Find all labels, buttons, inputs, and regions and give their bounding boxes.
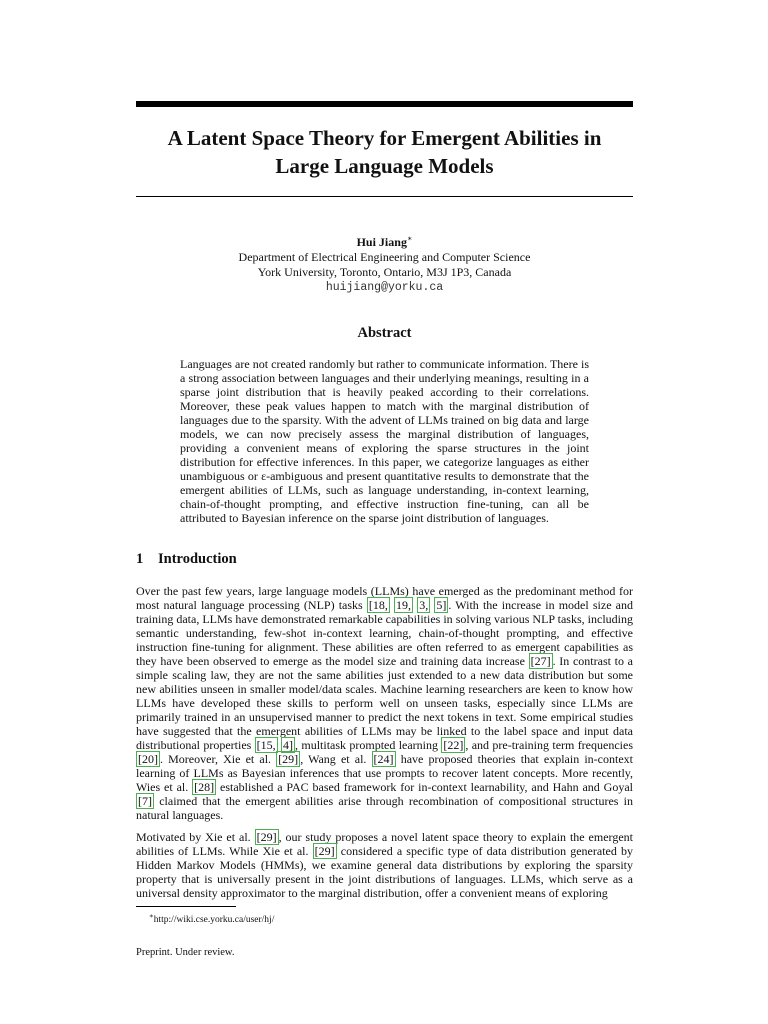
section-number: 1 bbox=[136, 551, 144, 567]
citation-link[interactable]: [20] bbox=[138, 752, 158, 766]
text-run: . In contrast to a simple scaling law, they are not the same abilities just extended to a new data distribution but some new abilities unseen in smaller model/data scales. Machine learning researchers are keen to know how LLMs have developed these skills to perform well on unseen tasks, especially since LLMs are primarily trained in an unsupervised manner to predict the next tokens in text. Some empirical studies have suggested that the emergent abilities of LLMs may be linked to the label space and input data distributional properties bbox=[136, 654, 633, 752]
section-heading bbox=[136, 551, 633, 568]
paper-page bbox=[136, 0, 633, 1024]
abstract-heading: Abstract bbox=[357, 325, 412, 341]
title-line-1: A Latent Space Theory for Emergent Abilities in bbox=[167, 126, 602, 150]
text-run: , our study proposes a novel latent space theory to explain the emergent abilities of LLMs. While Xie et al. bbox=[136, 830, 633, 858]
author-block bbox=[136, 231, 633, 295]
author-address: York University, Toronto, Ontario, M3J 1P3, Canada bbox=[257, 265, 512, 279]
citation-link[interactable]: 4] bbox=[283, 738, 294, 752]
title-line-2: Large Language Models bbox=[275, 154, 494, 178]
footnote-rule bbox=[136, 906, 236, 907]
citation-link[interactable]: [28] bbox=[194, 780, 215, 794]
intro-paragraph-1 bbox=[136, 584, 633, 822]
text-run: Over the past few years, large language models (LLMs) have emerged as the predominant method for most natural language processing (NLP) tasks bbox=[136, 584, 633, 612]
citation-link[interactable]: 5] bbox=[436, 598, 447, 612]
text-run: , multitask prompted learning bbox=[295, 738, 442, 752]
section-title: Introduction bbox=[158, 551, 237, 567]
paper-title bbox=[136, 124, 633, 180]
citation-link[interactable]: [22] bbox=[443, 738, 464, 752]
text-run: established a PAC based framework for in-context learnability, and Hahn and Goyal bbox=[216, 780, 633, 794]
author-department: Department of Electrical Engineering and Computer Science bbox=[238, 250, 531, 264]
citation-link[interactable]: 19, bbox=[396, 598, 412, 612]
text-run: have proposed theories that explain in-context learning of LLMs as Bayesian inferences that use prompts to recover latent concepts. More recently, Wies et al. bbox=[136, 752, 633, 794]
abstract-text: Languages are not created randomly but rather to communicate information. There is a strong association between languages and their underlying meanings, resulting in a sparse joint distribution that is heavily peaked according to their correlations. Moreover, these peak values happen to match with the marginal distribution of languages due to the sparsity. With the advent of LLMs trained on big data and large models, we can now precisely assess the marginal distribution of languages, providing a convenient means of exploring the sparse structures in the joint distribution for effective inferences. In this paper, we categorize languages as either unambiguous or ε-ambiguous and present quantitative results to demonstrate that the emergent abilities of LLMs, such as language understanding, in-context learning, chain-of-thought prompting, and effective instruction fine-tuning, can all be attributed to Bayesian inference on the sparse joint distribution of languages. bbox=[180, 357, 589, 525]
citation-link[interactable]: [18, bbox=[368, 598, 388, 612]
citation-link[interactable]: [29] bbox=[278, 752, 299, 766]
text-run: , and pre-training term frequencies bbox=[465, 738, 633, 752]
top-rule bbox=[136, 101, 633, 107]
citation-link[interactable]: [15, bbox=[256, 738, 276, 752]
footnote bbox=[149, 910, 629, 926]
title-rule bbox=[136, 196, 633, 197]
text-run: . Moreover, Xie et al. bbox=[160, 752, 277, 766]
citation-link[interactable]: [27] bbox=[530, 654, 551, 668]
citation-link[interactable]: [24] bbox=[373, 752, 394, 766]
footnote-mark: ∗ bbox=[149, 912, 154, 920]
author-name-text: Hui Jiang bbox=[356, 235, 407, 249]
citation-link[interactable]: 3, bbox=[419, 598, 429, 612]
citation-link[interactable]: [29] bbox=[256, 830, 277, 844]
author-footnote-mark[interactable]: ∗ bbox=[406, 234, 413, 243]
citation-link[interactable]: [7] bbox=[138, 794, 152, 808]
author-email[interactable]: huijiang@yorku.ca bbox=[325, 281, 444, 294]
text-run: claimed that the emergent abilities arise through recombination of compositional structures in natural languages. bbox=[136, 794, 633, 822]
citation-link[interactable]: [29] bbox=[314, 844, 335, 858]
author-name bbox=[136, 231, 633, 250]
text-run: considered a specific type of data distribution generated by Hidden Markov Models (HMMs), we examine general data distributions by exploring the sparsity property that is universally present in the joint distributions of languages. LLMs, which serve as a universal density approximator to the marginal distribution, offer a convenient means of exploring bbox=[136, 844, 633, 900]
footnote-url[interactable]: http://wiki.cse.yorku.ca/user/hj/ bbox=[153, 915, 275, 926]
preprint-notice: Preprint. Under review. bbox=[136, 947, 235, 958]
text-run: , Wang et al. bbox=[300, 752, 372, 766]
intro-paragraph-2 bbox=[136, 830, 633, 900]
text-run: . With the increase in model size and training data, LLMs have demonstrated remarkable capabilities in solving various NLP tasks, including semantic understanding, few-shot in-context learning, chain-of-thought prompting, and effective instruction fine-tuning for alignment. These abilities are often referred to as emergent capabilities as they have been observed to emerge as the model size and training data increase bbox=[136, 598, 634, 668]
text-run: Motivated by Xie et al. bbox=[136, 830, 255, 844]
